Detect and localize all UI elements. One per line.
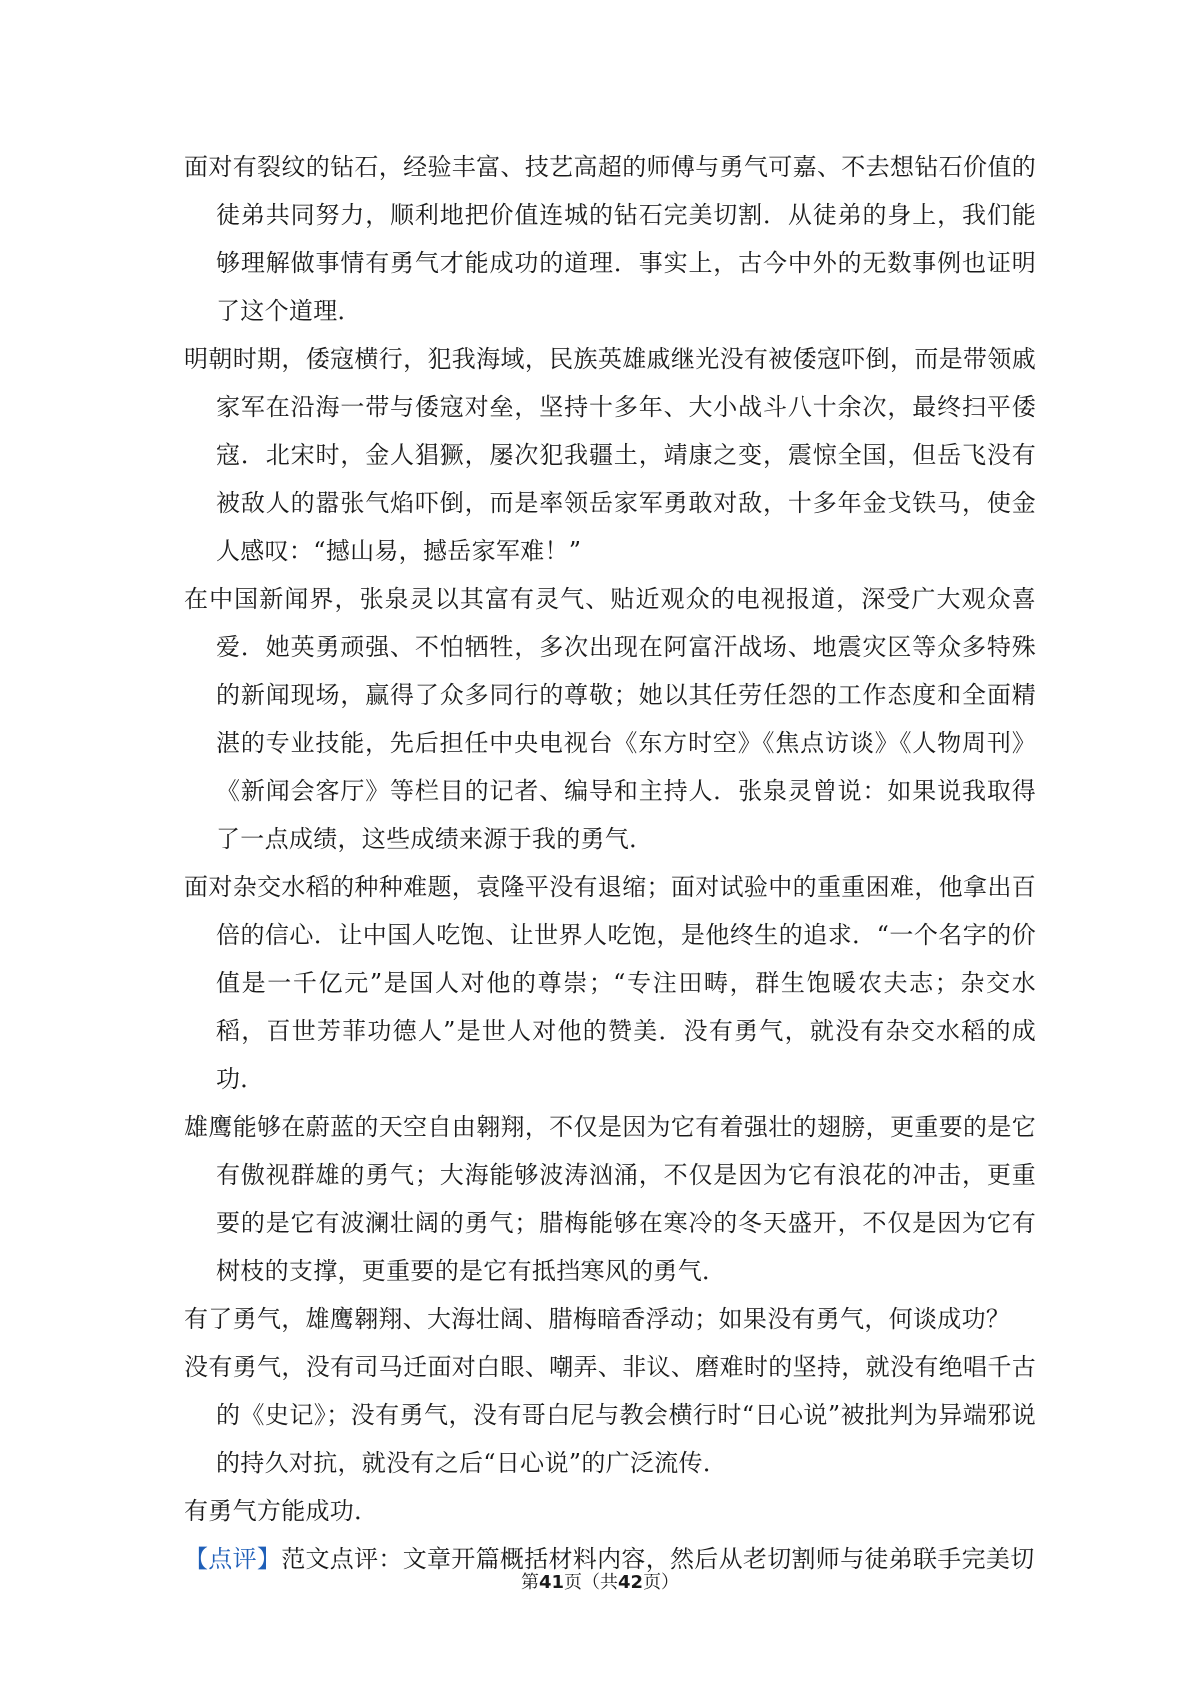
paragraph-3: 在中国新闻界，张泉灵以其富有灵气、贴近观众的电视报道，深受广大观众喜爱．她英勇顽强、不怕牺牲，多次出现在阿富汗战场、地震灾区等众多特殊的新闻现场，赢得了众多同行的尊敬；她以其任劳任怨的工作态度和全面精湛的专业技能，先后担任中央电视台《东方时空》《焦点访谈》《人物周刊》《新闻会客厅》等栏目的记者、编导和主持人．张泉灵曾说：如果说我取得了一点成绩，这些成绩来源于我的勇气．	[184, 585, 1036, 853]
comment-text: 范文点评：文章开篇概括材料内容，然后从老切割师与徒弟联手完美切	[281, 1545, 1035, 1573]
paragraph-6: 有了勇气，雄鹰翱翔、大海壮阔、腊梅暗香浮动；如果没有勇气，何谈成功？	[184, 1305, 1011, 1333]
page-number: 41	[538, 1572, 564, 1593]
footer-prefix: 第	[520, 1572, 539, 1593]
paragraph-4: 面对杂交水稻的种种难题，袁隆平没有退缩；面对试验中的重重困难，他拿出百倍的信心．让中国人吃饱、让世界人吃饱，是他终生的追求．“一个名字的价值是一千亿元”是国人对他的尊崇；“专注田畴，群生饱暖农夫志；杂交水稻，百世芳菲功德人”是世人对他的赞美．没有勇气，就没有杂交水稻的成功．	[184, 873, 1036, 1093]
footer-suffix: 页）	[643, 1572, 680, 1593]
paragraph-1: 面对有裂纹的钻石，经验丰富、技艺高超的师傅与勇气可嘉、不去想钻石价值的徒弟共同努力，顺利地把价值连城的钻石完美切割．从徒弟的身上，我们能够理解做事情有勇气才能成功的道理．事实上，古今中外的无数事例也证明了这个道理．	[184, 153, 1036, 325]
page-footer	[0, 1568, 1200, 1594]
article-body	[184, 143, 1036, 1583]
footer-middle: 页（共	[564, 1572, 618, 1593]
comment-tag: 【点评】	[184, 1545, 282, 1573]
paragraph-7: 没有勇气，没有司马迁面对白眼、嘲弄、非议、磨难时的坚持，就没有绝唱千古的《史记》；没有勇气，没有哥白尼与教会横行时“日心说”被批判为异端邪说的持久对抗，就没有之后“日心说”的广泛流传．	[184, 1353, 1036, 1477]
total-pages: 42	[618, 1572, 644, 1593]
paragraph-5: 雄鹰能够在蔚蓝的天空自由翱翔，不仅是因为它有着强壮的翅膀，更重要的是它有傲视群雄的勇气；大海能够波涛汹涌，不仅是因为它有浪花的冲击，更重要的是它有波澜壮阔的勇气；腊梅能够在寒冷的冬天盛开，不仅是因为它有树枝的支撑，更重要的是它有抵挡寒风的勇气．	[184, 1113, 1036, 1285]
paragraph-8: 有勇气方能成功．	[184, 1497, 379, 1525]
paragraph-2: 明朝时期，倭寇横行，犯我海域，民族英雄戚继光没有被倭寇吓倒，而是带领戚家军在沿海一带与倭寇对垒，坚持十多年、大小战斗八十余次，最终扫平倭寇．北宋时，金人猖獗，屡次犯我疆土，靖康之变，震惊全国，但岳飞没有被敌人的嚣张气焰吓倒，而是率领岳家军勇敢对敌，十多年金戈铁马，使金人感叹：“撼山易，撼岳家军难！”	[184, 345, 1036, 565]
